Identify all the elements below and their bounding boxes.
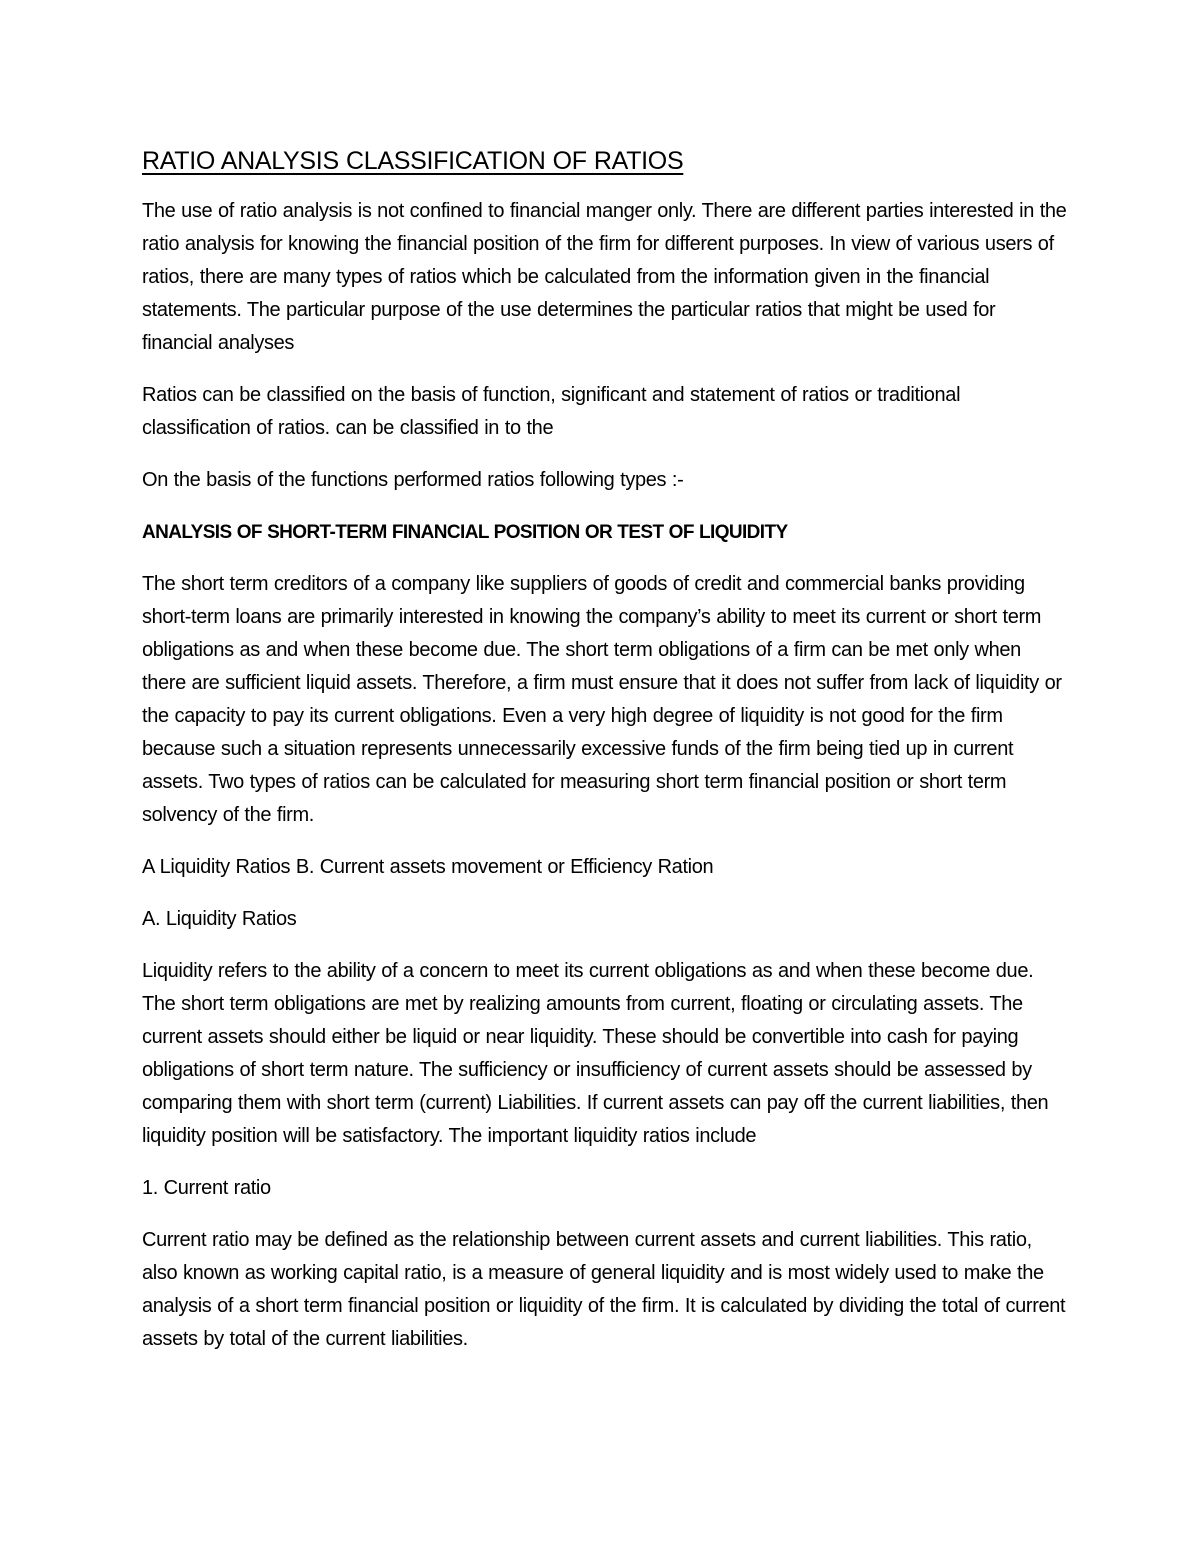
ratio-types-line: A Liquidity Ratios B. Current assets movement or Efficiency Ration	[142, 856, 714, 878]
current-ratio-heading: 1. Current ratio	[142, 1177, 271, 1199]
section-heading-short-term: ANALYSIS OF SHORT-TERM FINANCIAL POSITION OR TEST OF LIQUIDITY	[142, 522, 788, 543]
functions-line: On the basis of the functions performed ratios following types :-	[142, 469, 684, 491]
short-term-paragraph: The short term creditors of a company like suppliers of goods of credit and commercial banks providing short-term loans are primarily interested in knowing the company’s ability to meet its current or short term obligations as and when these become due. The short term obligations of a firm can be met only when there are sufficient liquid assets. Therefore, a firm must ensure that it does not suffer from lack of liquidity or the capacity to pay its current obligations. Even a very high degree of liquidity is not good for the firm because such a situation represents unnecessarily excessive funds of the firm being tied up in current assets. Two types of ratios can be calculated for measuring short term financial position or short term solvency of the firm.	[142, 573, 1062, 826]
liquidity-ratios-heading: A. Liquidity Ratios	[142, 908, 297, 930]
intro-paragraph: The use of ratio analysis is not confined to financial manger only. There are different parties interested in the ratio analysis for knowing the financial position of the firm for different purposes. In view of various users of ratios, there are many types of ratios which be calculated from the information given in the financial statements. The particular purpose of the use determines the particular ratios that might be used for financial analyses	[142, 200, 1067, 354]
document-page	[142, 143, 1067, 1375]
current-ratio-paragraph: Current ratio may be defined as the relationship between current assets and current liabilities. This ratio, also known as working capital ratio, is a measure of general liquidity and is most widely used to make the analysis of a short term financial position or liquidity of the firm. It is calculated by dividing the total of current assets by total of the current liabilities.	[142, 1229, 1066, 1350]
document-title: RATIO ANALYSIS CLASSIFICATION OF RATIOS	[142, 147, 684, 175]
liquidity-paragraph: Liquidity refers to the ability of a concern to meet its current obligations as and when these become due. The short term obligations are met by realizing amounts from current, floating or circulating assets. The current assets should either be liquid or near liquidity. These should be convertible into cash for paying obligations of short term nature. The sufficiency or insufficiency of current assets should be assessed by comparing them with short term (current) Liabilities. If current assets can pay off the current liabilities, then liquidity position will be satisfactory. The important liquidity ratios include	[142, 960, 1049, 1147]
classification-paragraph: Ratios can be classified on the basis of function, significant and statement of ratios or traditional classification of ratios. can be classified in to the	[142, 384, 961, 439]
